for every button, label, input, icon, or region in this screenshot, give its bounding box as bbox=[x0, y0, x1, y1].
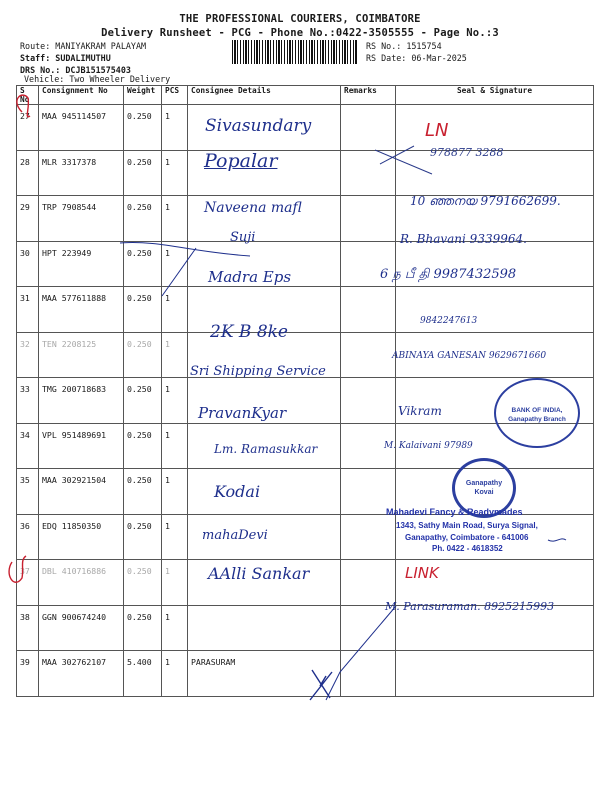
row-sno: 34 bbox=[17, 423, 39, 469]
company-title: THE PROFESSIONAL COURIERS, COIMBATORE bbox=[179, 13, 421, 25]
cross-mark bbox=[310, 670, 332, 700]
signature: 6 ந பீ தி 9987432598 bbox=[380, 267, 517, 282]
shop-stamp-name: Mahadevi Fancy & Readymades bbox=[386, 507, 523, 517]
shop-stamp-phone: Ph. 0422 - 4618352 bbox=[432, 544, 503, 553]
drs-number: DRS No.: DCJB151575403 bbox=[20, 65, 131, 75]
signature: M. Parasuraman. 8925215993 bbox=[385, 600, 555, 613]
handwritten-name: Lm. Ramasukkar bbox=[214, 442, 318, 456]
red-tick-mark bbox=[9, 556, 26, 582]
row-weight: 0.250 bbox=[124, 469, 162, 515]
scribble bbox=[548, 539, 566, 541]
bank-stamp-text: BANK OF INDIA, Ganapathy Branch bbox=[508, 407, 566, 423]
row-pcs: 1 bbox=[162, 378, 188, 424]
row-sno: 31 bbox=[17, 287, 39, 333]
row-pcs: 1 bbox=[162, 332, 188, 378]
route: Route: MANIYAKRAM PALAYAM bbox=[20, 41, 147, 51]
col-weight: Weight bbox=[124, 86, 162, 105]
shop-stamp-city: Ganapathy, Coimbatore - 641006 bbox=[405, 533, 529, 542]
row-sno: 39 bbox=[17, 651, 39, 697]
handwritten-name: Madra Eps bbox=[208, 268, 292, 286]
row-pcs: 1 bbox=[162, 514, 188, 560]
col-sno: S No bbox=[17, 86, 39, 105]
row-pcs: 1 bbox=[162, 105, 188, 151]
row-consignment-no: TEN 2208125 bbox=[39, 332, 124, 378]
row-sno: 27 bbox=[17, 105, 39, 151]
signature: 9842247613 bbox=[420, 316, 478, 326]
row-weight: 0.250 bbox=[124, 332, 162, 378]
col-pcs: PCS bbox=[162, 86, 188, 105]
row-weight: 0.250 bbox=[124, 423, 162, 469]
row-pcs: 1 bbox=[162, 560, 188, 606]
row-sno: 33 bbox=[17, 378, 39, 424]
handwritten-name: Suji bbox=[230, 230, 256, 245]
handwritten-name: Naveena mafl bbox=[204, 200, 302, 216]
rs-number: RS No.: 1515754 bbox=[366, 41, 442, 51]
row-weight: 0.250 bbox=[124, 605, 162, 651]
handwritten-name: 2K B 8ke bbox=[210, 322, 288, 342]
row-weight: 0.250 bbox=[124, 105, 162, 151]
row-consignment-no: EDQ 11850350 bbox=[39, 514, 124, 560]
handwritten-name: mahaDevi bbox=[202, 528, 268, 543]
signature: M. Kalaivani 97989 bbox=[384, 441, 473, 451]
row-pcs: 1 bbox=[162, 287, 188, 333]
row-pcs: 1 bbox=[162, 469, 188, 515]
row-weight: 0.250 bbox=[124, 287, 162, 333]
signature: LINK bbox=[405, 564, 439, 582]
col-consignment: Consignment No bbox=[39, 86, 124, 105]
row-consignment-no: MAA 945114507 bbox=[39, 105, 124, 151]
handwritten-name: Sivasundary bbox=[205, 116, 312, 136]
col-signature: Seal & Signature bbox=[396, 86, 594, 105]
col-remarks: Remarks bbox=[341, 86, 396, 105]
row-weight: 0.250 bbox=[124, 196, 162, 242]
row-pcs: 1 bbox=[162, 423, 188, 469]
row-weight: 0.250 bbox=[124, 514, 162, 560]
row-consignment-no: TMG 200718683 bbox=[39, 378, 124, 424]
row-consignment-no: GGN 900674240 bbox=[39, 605, 124, 651]
row-weight: 0.250 bbox=[124, 241, 162, 287]
row-pcs: 1 bbox=[162, 196, 188, 242]
ink-line bbox=[326, 606, 396, 700]
handwritten-name: Popalar bbox=[204, 150, 278, 172]
handwritten-name: AAlli Sankar bbox=[208, 564, 310, 583]
signature: Vikram bbox=[398, 404, 442, 418]
row-weight: 0.250 bbox=[124, 150, 162, 196]
handwritten-name: PravanKyar bbox=[198, 404, 287, 422]
col-consignee: Consignee Details bbox=[188, 86, 341, 105]
row-sno: 38 bbox=[17, 605, 39, 651]
handwritten-name: Kodai bbox=[214, 482, 261, 501]
row-pcs: 1 bbox=[162, 241, 188, 287]
row-sno: 32 bbox=[17, 332, 39, 378]
row-pcs: 1 bbox=[162, 651, 188, 697]
row-consignment-no: MAA 302921504 bbox=[39, 469, 124, 515]
round-seal-text: Ganapathy Kovai bbox=[465, 480, 503, 496]
signature: 10 ഞ്ഞനയ 9791662699. bbox=[410, 194, 561, 208]
row-pcs: 1 bbox=[162, 605, 188, 651]
row-weight: 5.400 bbox=[124, 651, 162, 697]
row-consignment-no: MAA 302762107 bbox=[39, 651, 124, 697]
vehicle: Vehicle: Two Wheeler Delivery bbox=[24, 74, 171, 84]
signature: R. Bhavani 9339964. bbox=[400, 232, 527, 246]
arrow-line bbox=[120, 243, 250, 256]
scribble bbox=[375, 146, 432, 174]
row-consignment-no: MLR 3317378 bbox=[39, 150, 124, 196]
handwritten-name: Sri Shipping Service bbox=[190, 364, 326, 379]
signature: LN bbox=[425, 120, 449, 141]
row-consignment-no: VPL 951489691 bbox=[39, 423, 124, 469]
row-sno: 29 bbox=[17, 196, 39, 242]
row-weight: 0.250 bbox=[124, 378, 162, 424]
row-sno: 28 bbox=[17, 150, 39, 196]
runsheet-subtitle: Delivery Runsheet - PCG - Phone No.:0422-3505555 - Page No.:3 bbox=[101, 27, 499, 39]
staff: Staff: SUDALIMUTHU bbox=[20, 53, 111, 63]
row-consignee: PARASURAM bbox=[188, 651, 341, 697]
row-pcs: 1 bbox=[162, 150, 188, 196]
arrow-line bbox=[162, 248, 196, 296]
row-sno: 30 bbox=[17, 241, 39, 287]
shop-stamp-address: 1343, Sathy Main Road, Surya Signal, bbox=[396, 521, 538, 530]
rs-date: RS Date: 06-Mar-2025 bbox=[366, 53, 467, 63]
red-tick-mark bbox=[17, 95, 30, 117]
row-consignment-no: TRP 7908544 bbox=[39, 196, 124, 242]
row-weight: 0.250 bbox=[124, 560, 162, 606]
row-sno: 36 bbox=[17, 514, 39, 560]
row-sno: 35 bbox=[17, 469, 39, 515]
row-sno: 37 bbox=[17, 560, 39, 606]
signature: 978877 3288 bbox=[430, 146, 504, 159]
row-consignment-no: MAA 577611888 bbox=[39, 287, 124, 333]
row-consignment-no: HPT 223949 bbox=[39, 241, 124, 287]
signature: ABINAYA GANESAN 9629671660 bbox=[392, 351, 547, 361]
row-consignment-no: DBL 410716886 bbox=[39, 560, 124, 606]
